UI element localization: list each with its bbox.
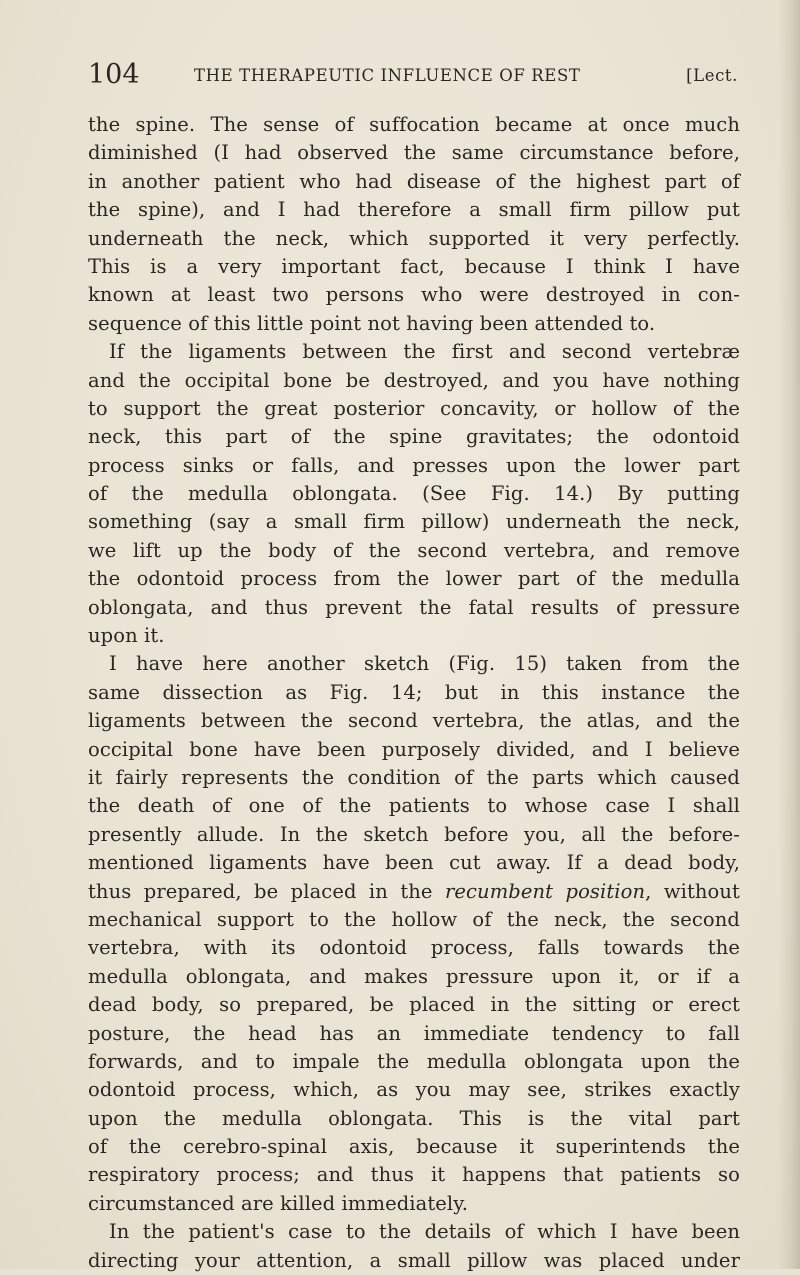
text-line: mentioned ligaments have been cut away. If a dead body,: [88, 851, 740, 875]
text-line: the odontoid process from the lower part of the medulla: [88, 567, 740, 591]
text-line: to support the great posterior concavity, or hollow of the: [88, 396, 740, 420]
text-line: something (say a small firm pillow) underneath the neck,: [88, 510, 740, 534]
text-line: in another patient who had disease of the highest part of: [88, 169, 740, 193]
text-line: occipital bone have been purposely divided, and I believe: [88, 737, 740, 761]
text-line: of the cerebro-spinal axis, because it superintends the: [88, 1135, 740, 1159]
text-line: directing your attention, a small pillow was placed under: [88, 1248, 740, 1272]
text-line: same dissection as Fig. 14; but in this instance the: [88, 680, 740, 704]
text-line: This is a very important fact, because I think I have: [88, 254, 740, 278]
page-edge-shadow: [778, 0, 800, 1269]
text-line: circumstanced are killed immediately.: [88, 1191, 469, 1215]
text-line: posture, the head has an immediate tendency to fall: [88, 1021, 740, 1045]
text-line: If the ligaments between the first and second vertebræ: [109, 340, 740, 364]
text-line: upon the medulla oblongata. This is the vital part: [88, 1106, 740, 1130]
text-line: ligaments between the second vertebra, the atlas, and the: [88, 709, 740, 733]
text-segment: thus prepared, be placed in the: [88, 879, 445, 903]
text-line: it fairly represents the condition of the parts which caused: [88, 765, 740, 789]
text-line: of the medulla oblongata. (See Fig. 14.) By putting: [88, 482, 740, 506]
text-segment: , without: [645, 879, 740, 903]
text-line: known at least two persons who were destroyed in con-: [88, 283, 740, 307]
lecture-tag: [Lect.: [686, 66, 738, 85]
text-line: odontoid process, which, as you may see, strikes exactly: [88, 1078, 740, 1102]
text-line: medulla oblongata, and makes pressure upon it, or if a: [88, 964, 740, 988]
text-line: mechanical support to the hollow of the neck, the second: [88, 907, 740, 931]
running-title: THE THERAPEUTIC INFLUENCE OF REST: [194, 66, 581, 85]
text-line: underneath the neck, which supported it very perfectly.: [88, 226, 740, 250]
italic-phrase: recumbent position: [444, 879, 646, 903]
text-line: [88, 878, 740, 906]
text-line: dead body, so prepared, be placed in the sitting or erect: [88, 993, 740, 1017]
text-line: the death of one of the patients to whose case I shall: [88, 794, 740, 818]
text-line: and the occipital bone be destroyed, and you have nothing: [88, 368, 740, 392]
text-line: the spine), and I had therefore a small firm pillow put: [88, 198, 740, 222]
text-line: vertebra, with its odontoid process, falls towards the: [88, 936, 740, 960]
text-line: oblongata, and thus prevent the fatal results of pressure: [88, 595, 740, 619]
text-line: forwards, and to impale the medulla oblongata upon the: [88, 1049, 740, 1073]
body-text: [88, 111, 740, 1275]
text-line: process sinks or falls, and presses upon the lower part: [88, 453, 740, 477]
text-line: we lift up the body of the second vertebra, and remove: [88, 538, 740, 562]
text-line: diminished (I had observed the same circumstance before,: [88, 141, 740, 165]
text-line: I have here another sketch (Fig. 15) taken from the: [109, 652, 740, 676]
text-line: sequence of this little point not having been attended to.: [88, 311, 656, 335]
text-line: respiratory process; and thus it happens that patients so: [88, 1163, 740, 1187]
text-line: presently allude. In the sketch before you, all the before-: [88, 822, 740, 846]
text-line: upon it.: [88, 624, 165, 648]
page-header: [88, 58, 738, 92]
text-line: neck, this part of the spine gravitates; the odontoid: [88, 425, 740, 449]
text-line: In the patient's case to the details of which I have been: [109, 1220, 740, 1244]
page-number: 104: [88, 59, 140, 90]
text-line: the spine. The sense of suffocation became at once much: [88, 113, 740, 136]
